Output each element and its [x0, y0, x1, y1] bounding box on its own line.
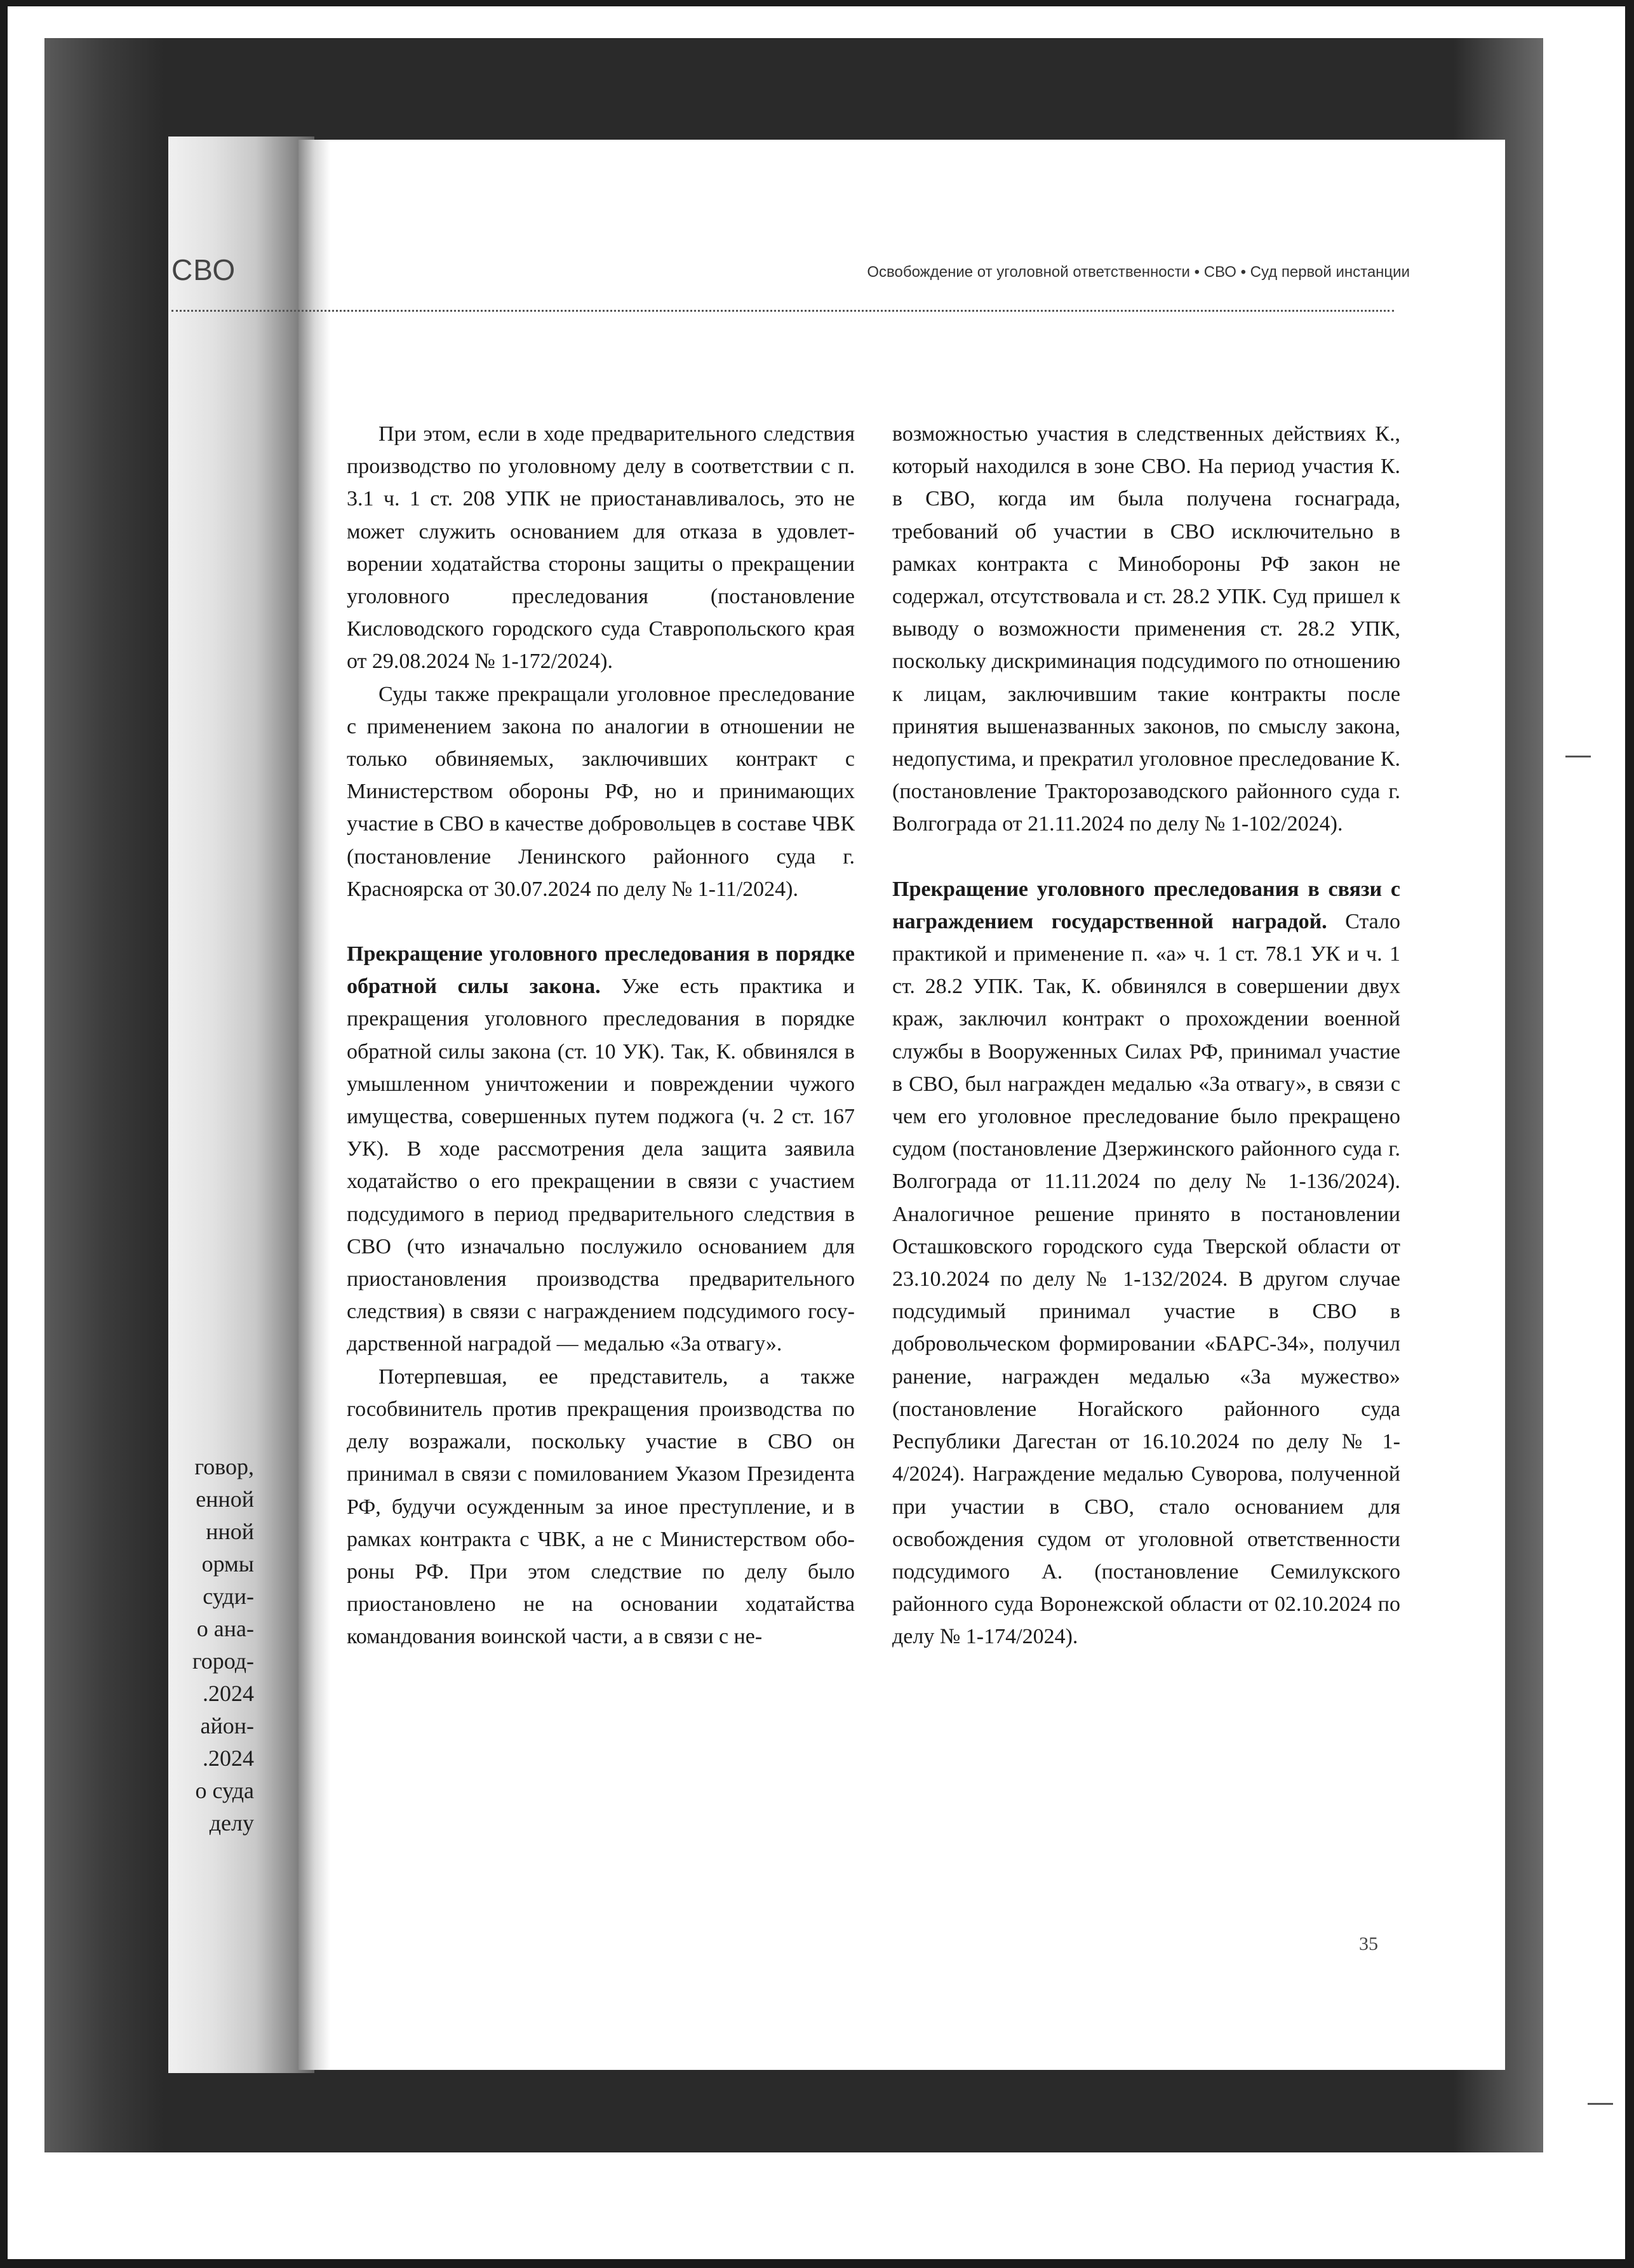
section-heading: Прекращение уголовного преследования в порядке обратной силы закона. [347, 942, 855, 999]
prev-fragment: город- [192, 1648, 254, 1674]
prev-fragment: айон- [200, 1713, 254, 1738]
previous-page-header: СВО [171, 253, 236, 286]
paragraph: возможностью участия в следственных действиях К., который находился в зоне СВО. На период участия К. в СВО, когда им была получена госнаграда, требований об участии в СВО исключительно в рамках контракта с Минобороны РФ закон не содержал, отсутствовала и ст. 28.2 УПК. Суд пришел к выводу о возможности применения ст. 28.2 УПК, поскольку дискриминация подсудимого по отношению к лицам, заключившим такие контракты после принятия вышеназванных законов, по смыслу закона, недопустима, и прекратил уголовное преследование К. (постановление Тракторозаводского районного суда г. Волгограда от 21.11.2024 по делу № 1-102/2024). [892, 422, 1400, 836]
page-number: 35 [1359, 1933, 1378, 1954]
prev-fragment: нной [206, 1519, 254, 1544]
prev-fragment: .2024 [203, 1745, 254, 1771]
prev-fragment: о суда [195, 1778, 254, 1803]
prev-fragment: делу [209, 1810, 254, 1836]
paragraph: Суды также прекращали уголовное преследование с применением закона по аналогии в отношении не только обвиняемых, заключивших контракт с Министерством обороны РФ, но и принимающих участие в СВО в качестве добровольцев в составе ЧВК (постановление Ленинского районного суда г. Красноярска от 30.07.2024 по делу № 1-11/2024). [347, 682, 855, 901]
paragraph: Потерпевшая, ее представитель, а также гособвинитель против прекращения производства по делу возражали, поскольку участие в СВО он принимал в связи с помилованием Указом Президента РФ, будучи осужденным за иное преступление, и в рамках контракта с ЧВК, а не с Министерством обороны РФ. При этом следствие по делу было приостановлено не на основании ходатайства командования воинской части, а в связи с не- [347, 1364, 855, 1649]
prev-fragment: енной [196, 1486, 254, 1512]
page-fold-shadow [298, 140, 330, 2070]
right-column [892, 418, 1400, 1653]
prev-fragment: говор, [194, 1454, 254, 1479]
prev-fragment: о ана- [196, 1616, 254, 1641]
section-heading: Прекращение уголовного преследования в связи с награждением государственной наградой. [892, 877, 1400, 933]
prev-fragment: суди- [203, 1584, 254, 1609]
section-text: Уже есть практика и прекращения уголовного преследования в порядке обратной силы закона (ст. 10 УК). Так, К. обвинялся в умышленном уничтожении и повреждении чужого имущества, совершенных путем поджога (ч. 2 ст. 167 УК). В ходе рассмотрения дела защита заявила ходатайство о его прекращении в связи с участием подсудимого в период предварительного следствия в СВО (что изначально послужило основанием для приостановления производства предварительного следствия) в связи с награждением подсудимого государственной наградой — медалью «За отвагу». [347, 975, 855, 1356]
prev-fragment: ормы [201, 1551, 254, 1577]
running-header: Освобождение от уголовной ответственности • СВО • Суд первой инстанции [867, 263, 1410, 281]
section-text: Стало практикой и применение п. «а» ч. 1 ст. 78.1 УК и ч. 1 ст. 28.2 УПК. Так, К. обвинялся в совершении двух краж, заключил контракт о прохождении военной службы в Вооруженных Силах РФ, принимал участие в СВО, был награжден медалью «За отвагу», в связи с чем его уголовное преследование было прекращено судом (постановление Дзержинского районного суда г. Волгограда от 11.11.2024 по делу № 1-136/2024). Аналогичное решение принято в постановлении Осташковского городского суда Тверской области от 23.10.2024 по делу № 1-132/2024. В другом случае подсудимый принимал участие в СВО в добровольческом формировании «БАРС-34», получил ранение, награжден медалью «За мужество» (постановление Ногайского районного суда Республики Дагестан от 16.10.2024 по делу № 1-4/2024). Награждение медалью Суворова, полученной при участии в СВО, стало основанием для освобождения судом от уголовной ответственности подсудимого А. (постановление Семилукского районного суда Воронежской области от 02.10.2024 по делу № 1-174/2024). [892, 909, 1400, 1649]
section-paragraph [892, 873, 1400, 1653]
previous-page-text-fragments [171, 1451, 254, 1839]
header-dotted-rule [171, 310, 1394, 312]
left-column [347, 418, 855, 1653]
section-paragraph [347, 938, 855, 1361]
scan-mark [1565, 756, 1591, 757]
scan-mark [1588, 2103, 1613, 2105]
paragraph: При этом, если в ходе предварительного следствия производство по уголовному делу в соответствии с п. 3.1 ч. 1 ст. 208 УПК не приостанавливалось, это не может служить основанием для отказа в удовлетворении ходатайства стороны защиты о прекращении уголовного преследования (постановление Кисловодского городского суда Ставропольского края от 29.08.2024 № 1-172/2024). [347, 422, 855, 674]
prev-fragment: .2024 [203, 1681, 254, 1706]
